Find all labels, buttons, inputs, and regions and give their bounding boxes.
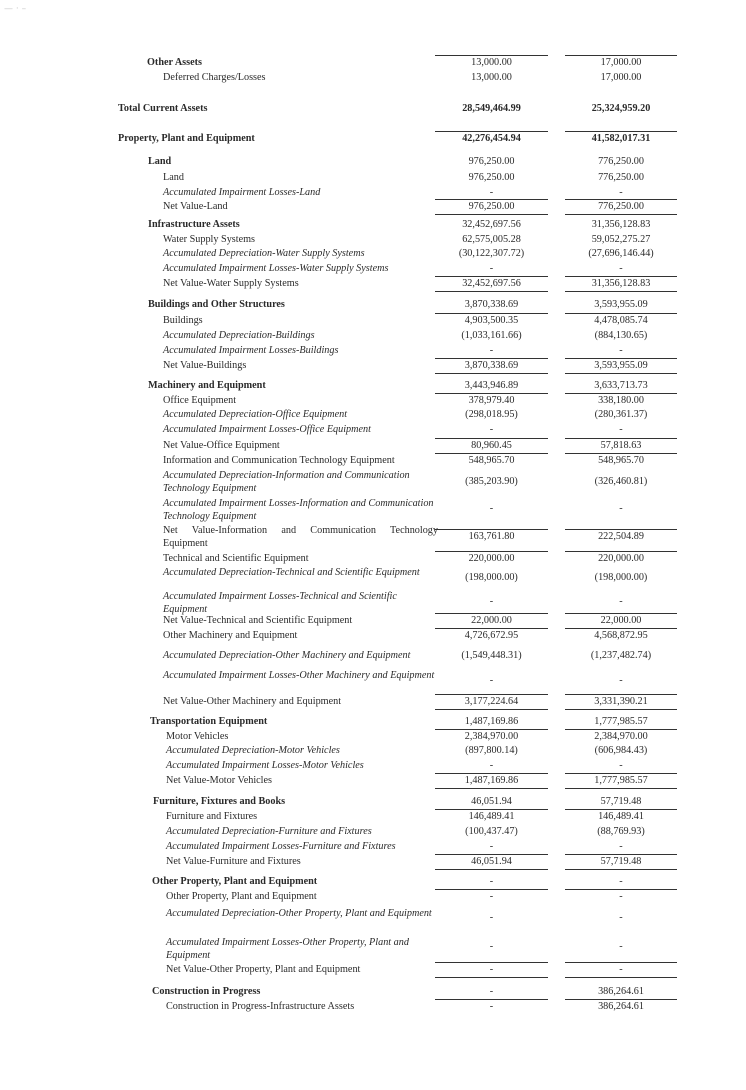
current-year-amount: 62,575,005.28 [462, 234, 521, 245]
prior-year-amount: - [619, 187, 623, 198]
rule-line [565, 962, 677, 963]
row-label: Construction in Progress [152, 986, 261, 997]
prior-year-amount: 548,965.70 [598, 455, 644, 466]
prior-year-amount: 776,250.00 [598, 156, 644, 167]
rule-line [565, 854, 677, 855]
row-label: Net Value-Office Equipment [163, 440, 280, 451]
current-year-amount: 548,965.70 [468, 455, 515, 466]
rule-line [565, 131, 677, 132]
rule-line [565, 358, 677, 359]
row-label: Infrastructure Assets [148, 219, 240, 230]
rule-line [435, 962, 548, 963]
current-year-amount: - [489, 986, 494, 997]
rule-line [565, 529, 677, 530]
row-label: Office Equipment [163, 395, 237, 406]
row-label: Accumulated Depreciation-Motor Vehicles [166, 745, 340, 756]
row-label: Property, Plant and Equipment [118, 133, 255, 144]
prior-year-amount: - [619, 263, 623, 274]
rule-line [435, 788, 548, 789]
prior-year-amount: 25,324,959.20 [591, 103, 651, 114]
prior-year-amount: (280,361.37) [594, 409, 648, 420]
current-year-amount: (298,018.95) [465, 409, 518, 420]
current-year-amount: - [489, 876, 494, 887]
current-year-amount: 46,051.94 [471, 796, 512, 807]
row-label: Land [148, 156, 172, 167]
prior-year-amount: - [619, 964, 623, 975]
prior-year-amount: 222,504.89 [598, 531, 644, 542]
rule-line [565, 291, 677, 292]
row-label: Accumulated Impairment Losses-Information and Communication Technology Equipment [163, 498, 434, 522]
row-label: Net Value-Other Property, Plant and Equipment [166, 964, 361, 975]
current-year-amount: 146,489.41 [468, 811, 515, 822]
current-year-amount: 1,487,169.86 [464, 775, 519, 786]
row-label: Accumulated Depreciation-Furniture and Fixtures [166, 826, 372, 837]
rule-line [435, 393, 548, 394]
rule-line [565, 214, 677, 215]
prior-year-amount: 4,478,085.74 [594, 315, 648, 326]
rule-line [565, 373, 677, 374]
prior-year-amount: 17,000.00 [600, 57, 642, 68]
row-label: Furniture and Fixtures [166, 811, 258, 822]
prior-year-amount: 146,489.41 [598, 811, 644, 822]
current-year-amount: - [489, 964, 494, 975]
current-year-amount: - [489, 503, 494, 514]
rule-line [565, 869, 677, 870]
current-year-amount: 42,276,454.94 [462, 133, 521, 144]
rule-line [565, 276, 677, 277]
scan-mark: — · – [4, 4, 27, 14]
row-label: Net Value-Technical and Scientific Equipment [163, 615, 353, 626]
rule-line [435, 869, 548, 870]
current-year-amount: - [489, 596, 494, 607]
prior-year-amount: 3,633,713.73 [594, 380, 648, 391]
prior-year-amount: 2,384,970.00 [594, 731, 648, 742]
prior-year-amount: 22,000.00 [600, 615, 642, 626]
current-year-amount: 220,000.00 [468, 553, 515, 564]
prior-year-amount: (198,000.00) [594, 572, 648, 583]
prior-year-amount: 41,582,017.31 [591, 133, 651, 144]
row-label: Buildings [163, 315, 203, 326]
prior-year-amount: 57,719.48 [600, 796, 642, 807]
rule-line [565, 438, 677, 439]
prior-year-amount: 386,264.61 [598, 1001, 644, 1012]
prior-year-amount: 57,719.48 [600, 856, 642, 867]
row-label: Information and Communication Technology Equipment [163, 455, 395, 466]
prior-year-amount: 386,264.61 [598, 986, 644, 997]
rule-line [435, 613, 548, 614]
current-year-amount: 163,761.80 [468, 531, 515, 542]
prior-year-amount: 17,000.00 [600, 72, 642, 83]
current-year-amount: 13,000.00 [471, 57, 512, 68]
row-label: Accumulated Impairment Losses-Furniture and Fixtures [166, 841, 396, 852]
rule-line [435, 999, 548, 1000]
row-label: Accumulated Impairment Losses-Buildings [163, 345, 339, 356]
row-label: Net Value-Furniture and Fixtures [166, 856, 301, 867]
rule-line [565, 729, 677, 730]
row-label: Accumulated Impairment Losses-Other Property, Plant and Equipment [166, 937, 409, 961]
current-year-amount: 80,960.45 [471, 440, 512, 451]
rule-line [435, 529, 548, 530]
row-label: Total Current Assets [118, 103, 208, 114]
prior-year-amount: - [619, 941, 623, 952]
row-label: Land [163, 172, 184, 183]
row-label: Buildings and Other Structures [148, 299, 285, 310]
row-label: Accumulated Impairment Losses-Motor Vehicles [166, 760, 364, 771]
prior-year-amount: 3,593,955.09 [594, 360, 648, 371]
row-label: Machinery and Equipment [148, 380, 266, 391]
row-label: Net Value-Land [163, 201, 228, 212]
rule-line [435, 438, 548, 439]
current-year-amount: 976,250.00 [468, 172, 515, 183]
row-label: Accumulated Impairment Losses-Office Equipment [163, 424, 371, 435]
rule-line [435, 854, 548, 855]
current-year-amount: - [489, 841, 494, 852]
row-label: Accumulated Impairment Losses-Technical and Scientific Equipment [163, 591, 397, 615]
rule-line [435, 694, 548, 695]
row-label: Other Machinery and Equipment [163, 630, 298, 641]
prior-year-amount: 1,777,985.57 [594, 716, 648, 727]
prior-year-amount: (1,237,482.74) [590, 650, 652, 661]
current-year-amount: (100,437.47) [465, 826, 518, 837]
prior-year-amount: - [619, 424, 623, 435]
rule-line [565, 551, 677, 552]
prior-year-amount: 59,052,275.27 [591, 234, 651, 245]
current-year-amount: 46,051.94 [471, 856, 512, 867]
row-label: Transportation Equipment [150, 716, 268, 727]
current-year-amount: (385,203.90) [465, 476, 518, 487]
prior-year-amount: - [619, 891, 623, 902]
row-label: Net Value-Motor Vehicles [166, 775, 273, 786]
rule-line [435, 373, 548, 374]
rule-line [565, 55, 677, 56]
prior-year-amount: 776,250.00 [598, 201, 644, 212]
rule-line [565, 313, 677, 314]
current-year-amount: - [489, 424, 494, 435]
current-year-amount: - [489, 912, 494, 923]
row-label: Net Value-Other Machinery and Equipment [163, 696, 342, 707]
current-year-amount: 22,000.00 [471, 615, 512, 626]
rule-line [435, 358, 548, 359]
row-label: Motor Vehicles [166, 731, 229, 742]
prior-year-amount: - [619, 596, 623, 607]
prior-year-amount: 31,356,128.83 [591, 278, 651, 289]
prior-year-amount: - [619, 912, 623, 923]
row-label: Accumulated Depreciation-Other Property, Plant and Equipment [166, 908, 432, 919]
rule-line [565, 628, 677, 629]
prior-year-amount: 220,000.00 [598, 553, 644, 564]
current-year-amount: (198,000.00) [465, 572, 518, 583]
current-year-amount: 378,979.40 [468, 395, 515, 406]
row-label: Other Property, Plant and Equipment [166, 891, 317, 902]
prior-year-amount: - [619, 503, 623, 514]
rule-line [435, 709, 548, 710]
row-label: Accumulated Depreciation-Office Equipment [163, 409, 348, 420]
row-label: Other Assets [147, 57, 202, 68]
row-label: Accumulated Depreciation-Other Machinery and Equipment [163, 650, 411, 661]
current-year-amount: - [489, 1001, 494, 1012]
row-label: Accumulated Depreciation-Information and Communication Technology Equipment [163, 470, 410, 494]
prior-year-amount: 776,250.00 [598, 172, 644, 183]
current-year-amount: - [489, 760, 494, 771]
row-label: Construction in Progress-Infrastructure Assets [166, 1001, 355, 1012]
row-label: Water Supply Systems [163, 234, 255, 245]
rule-line [435, 199, 548, 200]
current-year-amount: 976,250.00 [468, 156, 515, 167]
rule-line [435, 729, 548, 730]
current-year-amount: 28,549,464.99 [462, 103, 521, 114]
current-year-amount: - [489, 187, 494, 198]
prior-year-amount: 3,593,955.09 [594, 299, 648, 310]
rule-line [565, 773, 677, 774]
rule-line [565, 999, 677, 1000]
current-year-amount: (1,033,161.66) [461, 330, 522, 341]
current-year-amount: 3,177,224.64 [464, 696, 519, 707]
prior-year-amount: - [619, 841, 623, 852]
current-year-amount: 976,250.00 [468, 201, 515, 212]
current-year-amount: - [489, 345, 494, 356]
current-year-amount: (1,549,448.31) [461, 650, 522, 661]
row-label: Accumulated Depreciation-Buildings [163, 330, 315, 341]
rule-line [565, 199, 677, 200]
rule-line [435, 291, 548, 292]
rule-line [565, 709, 677, 710]
row-label: Furniture, Fixtures and Books [153, 796, 286, 807]
rule-line [565, 393, 677, 394]
rule-line [565, 889, 677, 890]
rule-line [565, 613, 677, 614]
rule-line [435, 214, 548, 215]
rule-line [435, 55, 548, 56]
prior-year-amount: - [619, 675, 623, 686]
current-year-amount: - [489, 263, 494, 274]
row-label: Accumulated Impairment Losses-Water Supply Systems [163, 263, 389, 274]
current-year-amount: - [489, 675, 494, 686]
row-label: Deferred Charges/Losses [163, 72, 266, 83]
prior-year-amount: - [619, 876, 623, 887]
current-year-amount: 32,452,697.56 [462, 278, 521, 289]
rule-line [435, 131, 548, 132]
rule-line [565, 977, 677, 978]
current-year-amount: 1,487,169.86 [464, 716, 519, 727]
current-year-amount: (897,800.14) [465, 745, 518, 756]
rule-line [435, 313, 548, 314]
rule-line [435, 628, 548, 629]
row-label: Technical and Scientific Equipment [163, 553, 309, 564]
row-label: Net Value-Water Supply Systems [163, 278, 299, 289]
current-year-amount: 3,870,338.69 [464, 299, 519, 310]
current-year-amount: 13,000.00 [471, 72, 512, 83]
prior-year-amount: 338,180.00 [598, 395, 644, 406]
row-label: Net Value-Buildings [163, 360, 247, 371]
rule-line [435, 551, 548, 552]
prior-year-amount: 1,777,985.57 [594, 775, 648, 786]
prior-year-amount: 3,331,390.21 [594, 696, 648, 707]
prior-year-amount: 31,356,128.83 [591, 219, 651, 230]
row-label: Accumulated Depreciation-Water Supply Systems [163, 248, 365, 259]
rule-line [435, 809, 548, 810]
rule-line [435, 773, 548, 774]
prior-year-amount: (884,130.65) [594, 330, 648, 341]
rule-line [565, 809, 677, 810]
prior-year-amount: (88,769.93) [597, 826, 645, 837]
prior-year-amount: - [619, 345, 623, 356]
prior-year-amount: - [619, 760, 623, 771]
rule-line [435, 276, 548, 277]
row-label: Net Value-Information and Communication Technology Equipment [163, 525, 438, 549]
current-year-amount: (30,122,307.72) [458, 248, 525, 259]
row-label: Other Property, Plant and Equipment [152, 876, 318, 887]
current-year-amount: - [489, 941, 494, 952]
row-label: Accumulated Impairment Losses-Other Machinery and Equipment [163, 670, 435, 681]
rule-line [435, 453, 548, 454]
current-year-amount: 32,452,697.56 [462, 219, 521, 230]
current-year-amount: 2,384,970.00 [464, 731, 519, 742]
current-year-amount: - [489, 891, 494, 902]
rule-line [565, 694, 677, 695]
prior-year-amount: (27,696,146.44) [588, 248, 654, 259]
current-year-amount: 4,903,500.35 [464, 315, 519, 326]
prior-year-amount: 4,568,872.95 [594, 630, 648, 641]
rule-line [435, 889, 548, 890]
current-year-amount: 3,870,338.69 [464, 360, 519, 371]
current-year-amount: 4,726,672.95 [464, 630, 519, 641]
rule-line [565, 788, 677, 789]
current-year-amount: 3,443,946.89 [464, 380, 519, 391]
row-label: Accumulated Impairment Losses-Land [163, 187, 321, 198]
prior-year-amount: (326,460.81) [594, 476, 648, 487]
prior-year-amount: (606,984.43) [594, 745, 648, 756]
rule-line [565, 453, 677, 454]
row-label: Accumulated Depreciation-Technical and Scientific Equipment [163, 567, 420, 578]
rule-line [435, 977, 548, 978]
prior-year-amount: 57,818.63 [600, 440, 642, 451]
